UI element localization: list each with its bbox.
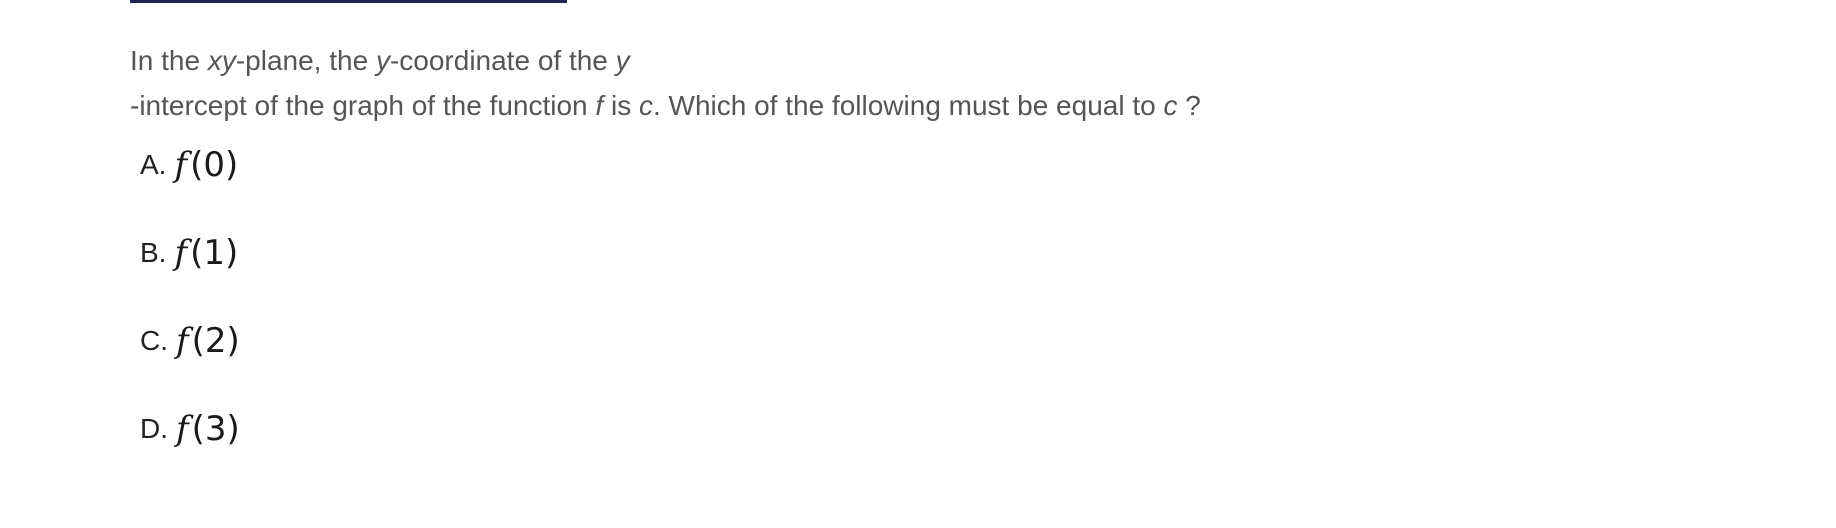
choice-expression xyxy=(174,228,238,278)
question-segment: -coordinate of the xyxy=(389,45,616,76)
question-segment: In the xyxy=(130,45,208,76)
question-variable: y xyxy=(615,45,630,76)
question-text xyxy=(130,38,1230,128)
question-segment: . Which of the following must be equal to xyxy=(652,90,1164,121)
answer-choice-c[interactable] xyxy=(140,316,240,404)
question-segment: -intercept of the graph of the function xyxy=(130,90,596,121)
function-symbol: f xyxy=(174,233,188,273)
choice-expression xyxy=(174,140,238,190)
question-variable: y xyxy=(375,45,390,76)
choice-expression xyxy=(176,404,240,454)
answer-choices xyxy=(140,140,240,492)
answer-choice-a[interactable] xyxy=(140,140,240,228)
choice-letter: B. xyxy=(140,237,167,268)
choice-letter: C. xyxy=(140,325,168,356)
header-divider xyxy=(130,0,567,3)
question-segment: -plane, the xyxy=(235,45,376,76)
function-argument: (2) xyxy=(191,321,240,361)
function-argument: (0) xyxy=(190,145,239,185)
function-symbol: f xyxy=(174,145,188,185)
question-variable: f xyxy=(595,90,604,121)
answer-choice-d[interactable] xyxy=(140,404,240,492)
function-symbol: f xyxy=(176,321,189,361)
choice-expression xyxy=(176,316,240,366)
function-argument: (1) xyxy=(190,233,239,273)
choice-letter: A. xyxy=(140,149,167,180)
question-segment: ? xyxy=(1177,90,1201,121)
question-segment: is xyxy=(603,90,639,121)
function-symbol: f xyxy=(176,409,189,449)
choice-letter: D. xyxy=(140,413,168,444)
question-variable: c xyxy=(1163,90,1178,121)
function-argument: (3) xyxy=(191,409,240,449)
question-variable: c xyxy=(638,90,653,121)
answer-choice-b[interactable] xyxy=(140,228,240,316)
question-variable: xy xyxy=(207,45,236,76)
